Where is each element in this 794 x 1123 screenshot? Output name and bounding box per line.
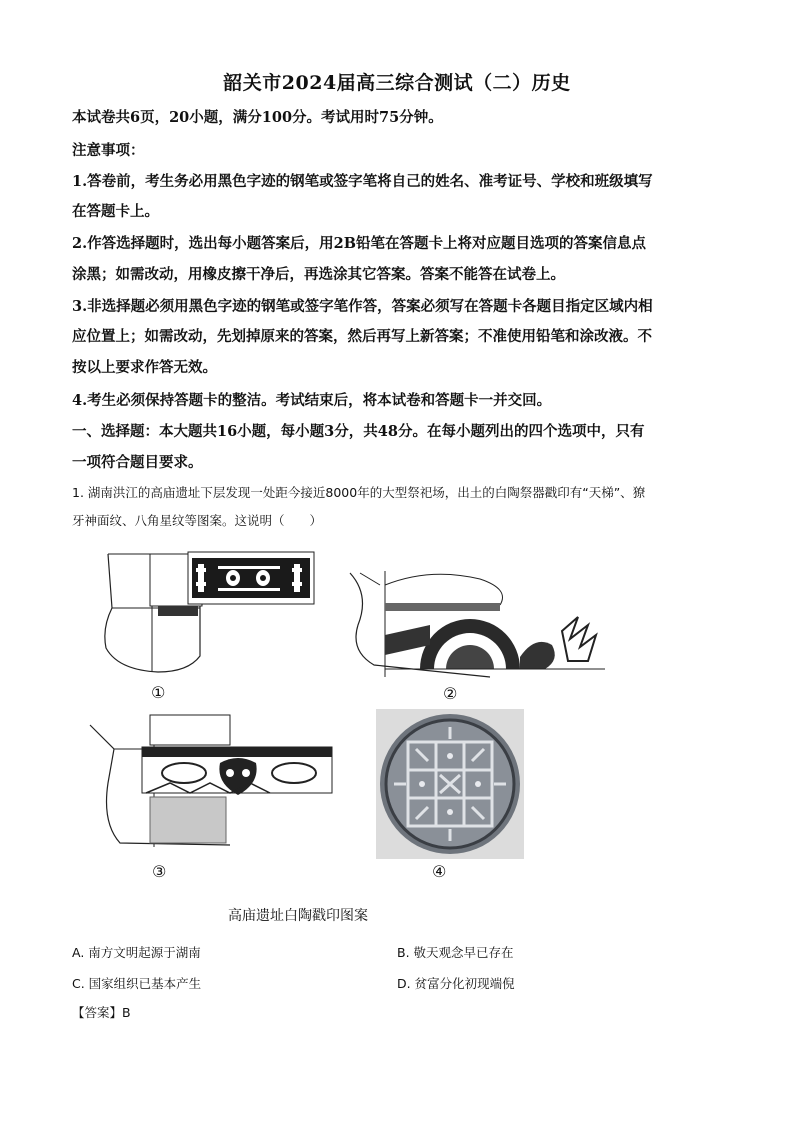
- question-text: 1. 湖南洪江的高庙遗址下层发现一处距今接近8000年的大型祭祀场，出土的白陶祭器戳印有“天梯”、獠: [72, 485, 646, 500]
- answer-value: B: [122, 1005, 131, 1020]
- notes-heading: 注意事项：: [72, 142, 145, 159]
- figure-1-label: ①: [151, 683, 166, 702]
- note-line: 4.考生必须保持答题卡的整洁。考试结束后，将本试卷和答题卡一并交回。: [72, 392, 552, 409]
- question-text-cont: 牙神面纹、八角星纹等图案。这说明（ ）: [72, 513, 323, 528]
- figure-caption: 高庙遗址白陶戳印图案: [228, 908, 368, 924]
- answer-line: [72, 1003, 131, 1021]
- note-line: 3.非选择题必须用黑色字迹的钢笔或签字笔作答，答案必须写在答题卡各题目指定区域内相: [72, 298, 653, 315]
- section-heading: 一、选择题：本大题共16小题，每小题3分，共48分。在每小题列出的四个选项中，只有: [72, 423, 645, 440]
- note-line: 2.作答选择题时，选出每小题答案后，用2B铅笔在答题卡上将对应题目选项的答案信息点: [72, 235, 646, 252]
- figure-1-pottery-drawing: [88, 548, 328, 678]
- figure-4-octagonal-star-stamp: [376, 709, 524, 859]
- figure-3-label: ③: [152, 862, 167, 881]
- option-b[interactable]: B. 敬天观念早已存在: [397, 945, 514, 960]
- answer-label: 【答案】: [72, 1005, 123, 1020]
- note-line: 1.答卷前，考生务必用黑色字迹的钢笔或签字笔将自己的姓名、准考证号、学校和班级填写: [72, 173, 653, 190]
- figure-4-label: ④: [432, 862, 447, 881]
- section-heading-cont: 一项符合题目要求。: [72, 454, 203, 471]
- note-line: 按以上要求作答无效。: [72, 359, 217, 376]
- option-d[interactable]: D. 贫富分化初现端倪: [397, 976, 515, 991]
- note-line: 涂黑；如需改动，用橡皮擦干净后，再选涂其它答案。答案不能答在试卷上。: [72, 266, 565, 283]
- figure-2-pottery-drawing: [330, 565, 615, 683]
- page-title: 韶关市2024届高三综合测试（二）历史: [223, 72, 571, 94]
- exam-intro: 本试卷共6页，20小题，满分100分。考试用时75分钟。: [72, 109, 443, 126]
- option-a[interactable]: A. 南方文明起源于湖南: [72, 945, 201, 960]
- figure-3-pottery-drawing: [80, 713, 340, 853]
- note-line: 应位置上；如需改动，先划掉原来的答案，然后再写上新答案；不准使用铅笔和涂改液。不: [72, 328, 652, 345]
- figure-2-label: ②: [443, 684, 458, 703]
- option-c[interactable]: C. 国家组织已基本产生: [72, 976, 202, 991]
- note-line: 在答题卡上。: [72, 203, 159, 220]
